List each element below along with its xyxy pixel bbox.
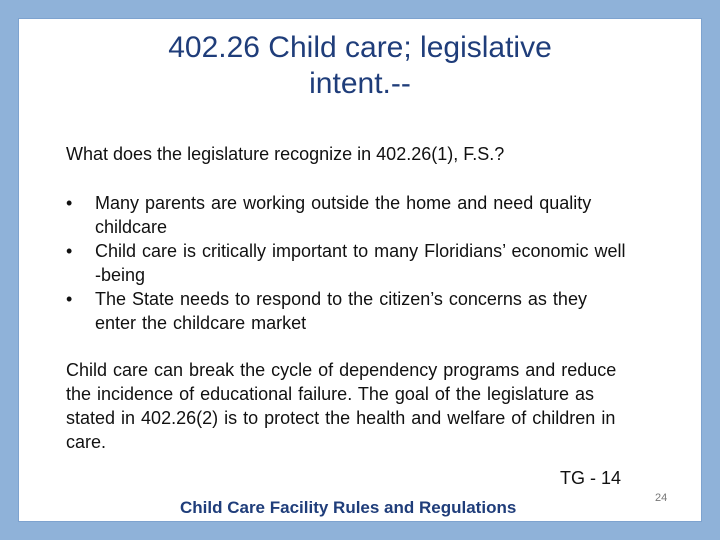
paragraph-line: care. <box>66 432 107 452</box>
bullet-line: Child care is critically important to many Floridians’ economic well <box>95 241 626 261</box>
bullet-list <box>66 191 686 335</box>
page-number: 24 <box>655 492 668 504</box>
bullet-line: Many parents are working outside the home and need quality <box>95 193 592 213</box>
bullet-icon: • <box>66 241 73 261</box>
title-line-2: intent.-- <box>309 67 411 100</box>
bullet-line: childcare <box>95 217 168 237</box>
paragraph-line: the incidence of educational failure. The goal of the legislature as <box>66 384 595 404</box>
title-line-1: 402.26 Child care; legislative <box>168 31 552 64</box>
bullet-line: -being <box>95 265 146 285</box>
bullet-item <box>66 191 686 239</box>
tg-reference: TG - 14 <box>560 468 622 488</box>
body-paragraph <box>66 358 678 454</box>
paragraph-line: Child care can break the cycle of dependency programs and reduce <box>66 360 617 380</box>
bullet-item <box>66 287 686 335</box>
bullet-line: The State needs to respond to the citizen’s concerns as they <box>95 289 587 309</box>
question-text: What does the legislature recognize in 402.26(1), F.S.? <box>66 144 505 164</box>
bullet-item <box>66 239 686 287</box>
bullet-icon: • <box>66 289 73 309</box>
bullet-line: enter the childcare market <box>95 313 307 333</box>
footer-title: Child Care Facility Rules and Regulations <box>180 498 517 517</box>
slide-title <box>0 30 720 102</box>
paragraph-line: stated in 402.26(2) is to protect the health and welfare of children in <box>66 408 616 428</box>
bullet-icon: • <box>66 193 73 213</box>
